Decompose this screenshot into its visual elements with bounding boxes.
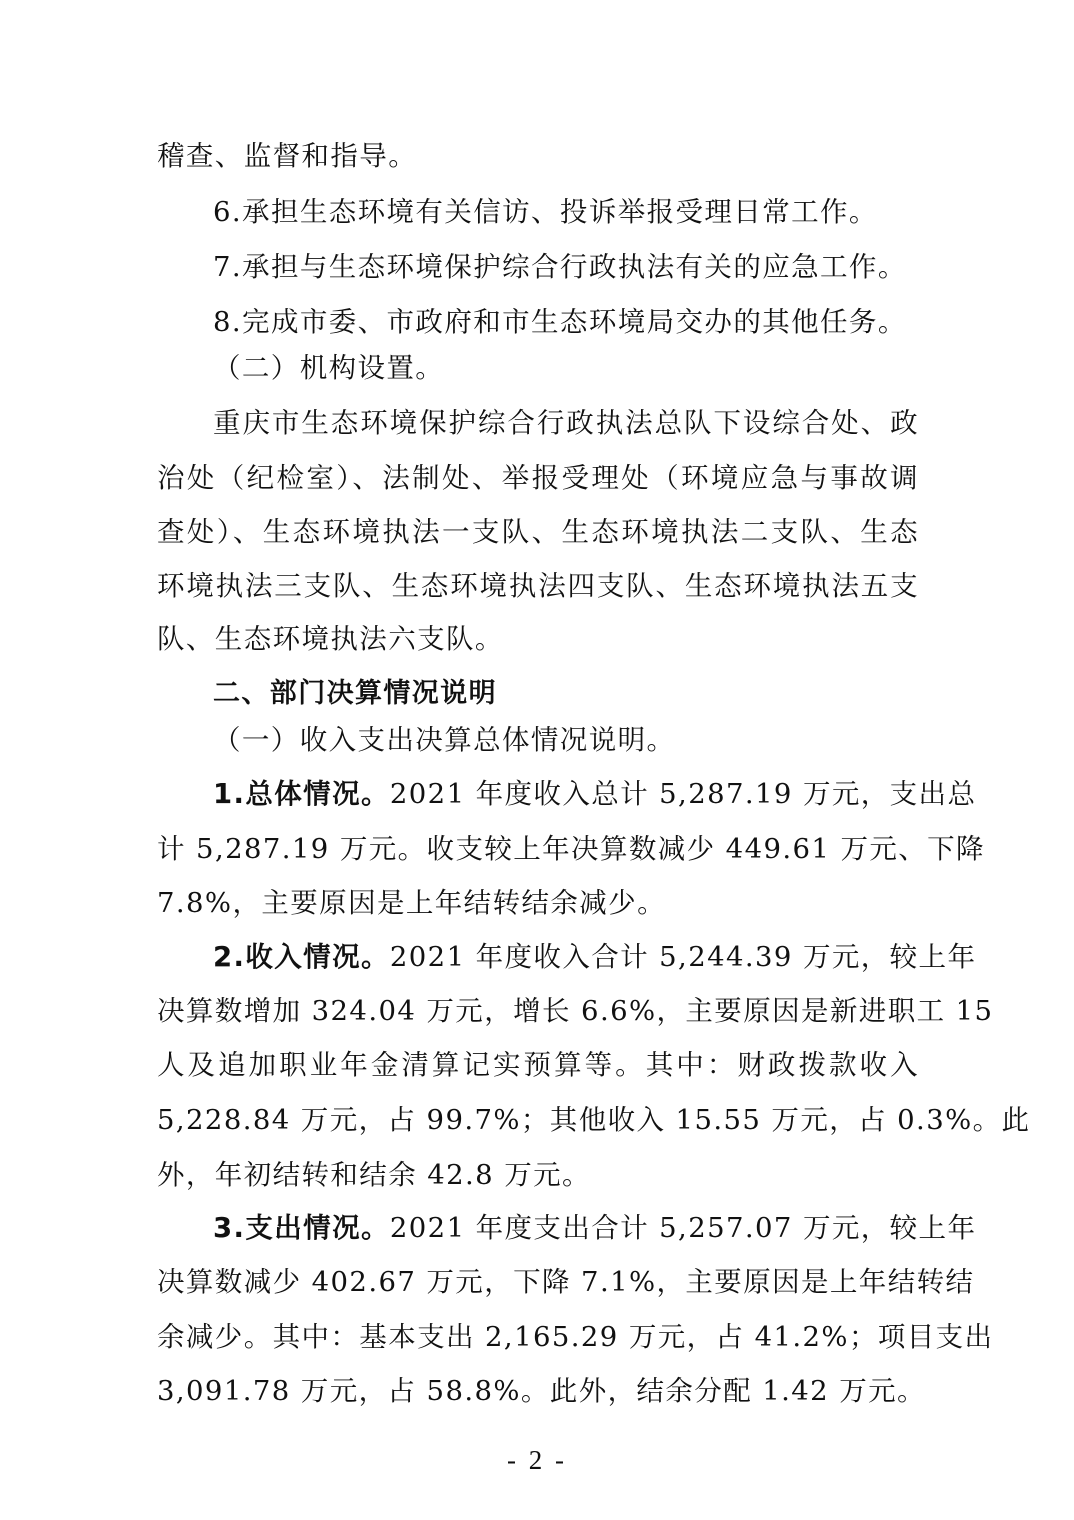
page-number: - 2 - bbox=[507, 1445, 567, 1475]
paragraph-line: 决算数减少 402.67 万元，下降 7.1%，主要原因是上年结转结 bbox=[157, 1266, 975, 1298]
paragraph-line: 外，年初结转和结余 42.8 万元。 bbox=[157, 1159, 591, 1191]
item-text: 2021 年度收入总计 5,287.19 万元，支出总 bbox=[389, 778, 977, 810]
paragraph-line bbox=[213, 939, 977, 975]
paragraph-line: 余减少。其中：基本支出 2,165.29 万元，占 41.2%；项目支出 bbox=[157, 1321, 994, 1353]
paragraph-line: 7.8%，主要原因是上年结转结余减少。 bbox=[157, 887, 666, 919]
item-lead: 2.收入情况。 bbox=[213, 941, 390, 973]
paragraph-line bbox=[213, 776, 977, 812]
subsection-heading: （一）收入支出决算总体情况说明。 bbox=[213, 724, 676, 756]
paragraph-line: 环境执法三支队、生态环境执法四支队、生态环境执法五支 bbox=[157, 570, 919, 602]
item-text: 2021 年度收入合计 5,244.39 万元，较上年 bbox=[389, 941, 977, 973]
paragraph-line: 查处）、生态环境执法一支队、生态环境执法二支队、生态 bbox=[157, 516, 919, 548]
paragraph-line: 8.完成市委、市政府和市生态环境局交办的其他任务。 bbox=[213, 306, 907, 338]
section-heading: 二、部门决算情况说明 bbox=[213, 678, 497, 709]
paragraph-line: 5,228.84 万元，占 99.7%；其他收入 15.55 万元，占 0.3%。此 bbox=[157, 1104, 1031, 1136]
paragraph-line: 7.承担与生态环境保护综合行政执法有关的应急工作。 bbox=[213, 251, 907, 283]
paragraph-line: 3,091.78 万元，占 58.8%。此外，结余分配 1.42 万元。 bbox=[157, 1375, 926, 1407]
item-text: 2021 年度支出合计 5,257.07 万元，较上年 bbox=[389, 1212, 977, 1244]
paragraph-line: 队、生态环境执法六支队。 bbox=[157, 623, 504, 655]
item-lead: 1.总体情况。 bbox=[213, 778, 390, 810]
paragraph-line: 重庆市生态环境保护综合行政执法总队下设综合处、政 bbox=[213, 407, 919, 439]
paragraph-line bbox=[213, 1210, 977, 1246]
paragraph-line: 计 5,287.19 万元。收支较上年决算数减少 449.61 万元、下降 bbox=[157, 833, 985, 865]
item-lead: 3.支出情况。 bbox=[213, 1212, 390, 1244]
paragraph-line: 稽查、监督和指导。 bbox=[157, 140, 418, 172]
paragraph-line: 治处（纪检室）、法制处、举报受理处（环境应急与事故调 bbox=[157, 462, 919, 494]
paragraph-line: 6.承担生态环境有关信访、投诉举报受理日常工作。 bbox=[213, 196, 878, 228]
subsection-heading: （二）机构设置。 bbox=[213, 352, 445, 384]
paragraph-line: 决算数增加 324.04 万元，增长 6.6%，主要原因是新进职工 15 bbox=[157, 995, 994, 1027]
paragraph-line: 人及追加职业年金清算记实预算等。其中：财政拨款收入 bbox=[157, 1049, 919, 1081]
